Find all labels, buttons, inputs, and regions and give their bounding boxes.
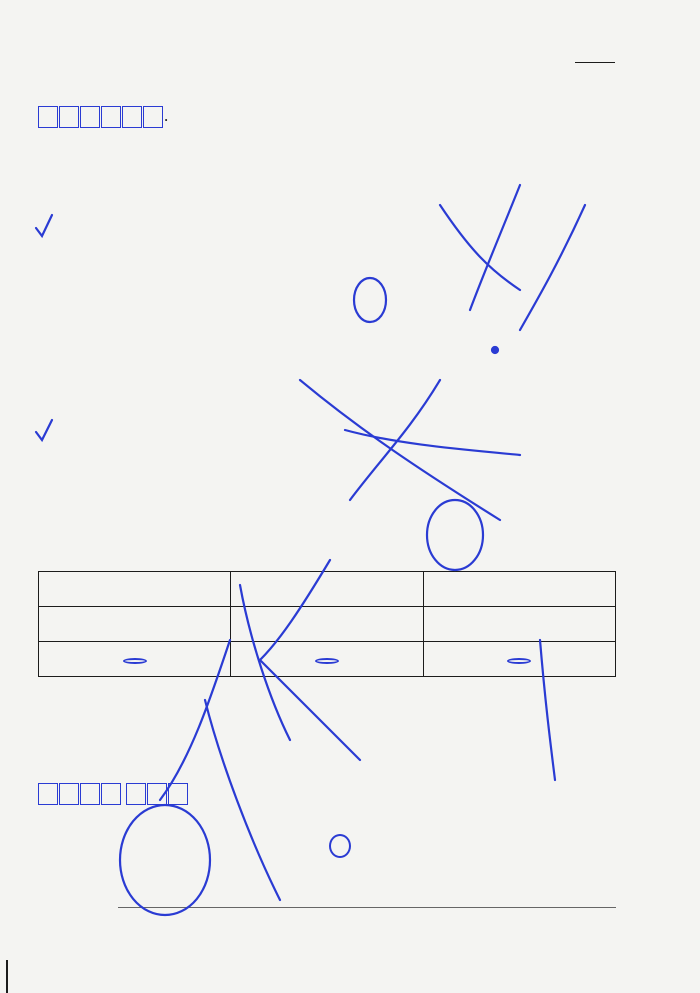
answer-underline xyxy=(118,907,616,908)
word-boxes-atom xyxy=(38,783,122,805)
margin-mark xyxy=(6,960,8,993)
grid-cell[interactable] xyxy=(39,572,231,607)
grid-cell[interactable] xyxy=(423,607,615,642)
answer-letter-box[interactable] xyxy=(80,106,100,128)
answer-letter-box[interactable] xyxy=(38,106,58,128)
ink-circle xyxy=(427,500,483,570)
circled-formula xyxy=(315,658,339,664)
answer-line xyxy=(38,888,616,910)
word-boxes-ion xyxy=(126,783,189,805)
grid-cell[interactable] xyxy=(39,642,231,677)
answer-letter-box[interactable] xyxy=(101,106,121,128)
ink-circle xyxy=(354,278,386,322)
ink-stroke-x xyxy=(440,205,520,290)
letter-box[interactable] xyxy=(101,783,121,805)
grid-cell[interactable] xyxy=(231,607,423,642)
answer-letter-box[interactable] xyxy=(122,106,142,128)
selected-option-circle xyxy=(329,834,351,858)
letter-box[interactable] xyxy=(147,783,167,805)
ink-stroke-x xyxy=(520,205,585,330)
grid-cell[interactable] xyxy=(231,572,423,607)
page-number-rule xyxy=(575,62,615,63)
letter-box[interactable] xyxy=(126,783,146,805)
letter-box[interactable] xyxy=(59,783,79,805)
answer-letter-box[interactable] xyxy=(143,106,163,128)
ink-stroke-x xyxy=(345,430,520,455)
letter-box[interactable] xyxy=(168,783,188,805)
ink-dot xyxy=(492,347,498,353)
grid-cell[interactable] xyxy=(423,572,615,607)
grid-cell[interactable] xyxy=(39,607,231,642)
grid-cell[interactable] xyxy=(423,642,615,677)
circled-formula xyxy=(507,658,531,664)
question-1-text: . xyxy=(38,106,616,128)
answer-letter-box[interactable] xyxy=(59,106,79,128)
ink-stroke-x xyxy=(300,380,500,520)
ink-tick xyxy=(36,420,52,440)
ink-stroke-x xyxy=(350,380,440,500)
grid-cell[interactable] xyxy=(231,642,423,677)
answer-word-boxes xyxy=(38,106,164,128)
tic-tac-toe-grid xyxy=(38,571,616,677)
ink-tick xyxy=(36,215,52,236)
statement-b xyxy=(38,783,616,805)
circled-formula xyxy=(123,658,147,664)
ink-stroke-x xyxy=(470,185,520,310)
letter-box[interactable] xyxy=(80,783,100,805)
letter-box[interactable] xyxy=(38,783,58,805)
